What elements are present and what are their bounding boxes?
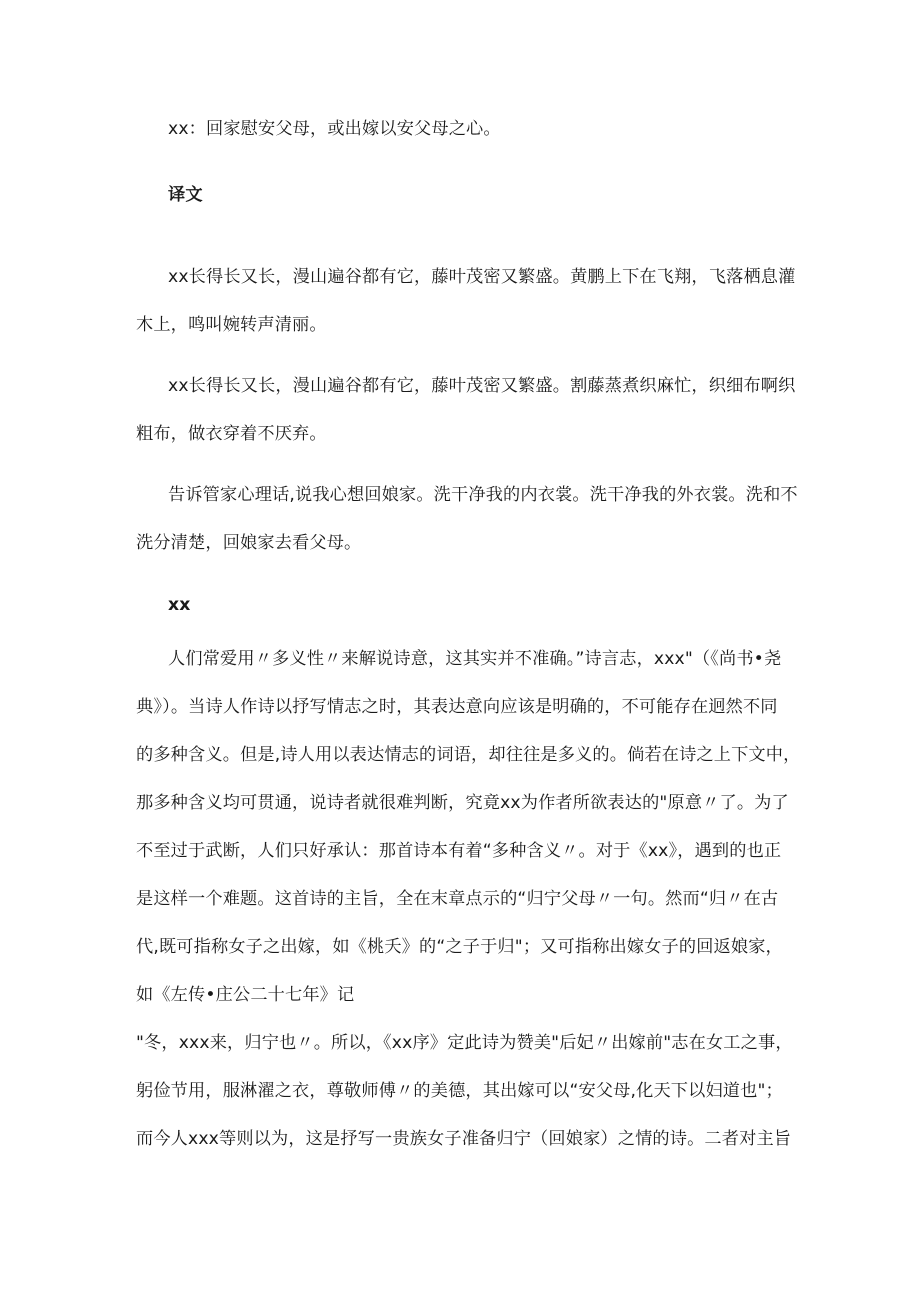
paragraph-analysis-line-10: 躬俭节用，服淋濯之衣，尊敬师傅〃的美德，其出嫁可以“安父母,化天下以妇道也"；: [136, 1081, 783, 1101]
paragraph-analysis-line-6: 是这样一个难题。这首诗的主旨，全在末章点示的“归宁父母〃一句。然而“归〃在古: [136, 889, 779, 909]
paragraph-analysis-line-11: 而今人xxx等则以为，这是抒写一贵族女子准备归宁（回娘家）之情的诗。二者对主旨: [136, 1129, 792, 1149]
paragraph-translation-1-line-1: xx长得长又长，漫山遍谷都有它，藤叶茂密又繁盛。黄鹏上下在飞翔，飞落栖息灌: [168, 267, 796, 287]
paragraph-note-line-1: xx：回家慰安父母，或出嫁以安父母之心。: [168, 119, 501, 139]
paragraph-translation-3-line-1: 告诉管家心理话,说我心想回娘家。洗干净我的内衣裳。洗干净我的外衣裳。洗和不: [168, 485, 798, 505]
paragraph-translation-2-line-2: 粗布，做衣穿着不厌弃。: [136, 424, 327, 444]
paragraph-analysis-line-8: 如《左传•庄公二十七年》记: [136, 985, 355, 1005]
paragraph-analysis-line-5: 不至过于武断，人们只好承认：那首诗本有着“多种含义〃。对于《xx》，遇到的也正: [136, 841, 782, 861]
paragraph-translation-2-line-1: xx长得长又长，漫山遍谷都有它，藤叶茂密又繁盛。割藤蒸煮织麻忙，织细布啊织: [168, 376, 796, 396]
paragraph-analysis-line-4: 那多种含义均可贯通，说诗者就很难判断，究竟xx为作者所欲表达的"原意〃了。为了: [136, 793, 789, 813]
paragraph-analysis-line-1: 人们常爱用〃多义性〃来解说诗意，这其实并不准确。”诗言志，xxx"（《尚书•尧: [168, 649, 782, 669]
paragraph-translation-1-line-2: 木上，鸣叫婉转声清丽。: [136, 315, 327, 335]
paragraph-analysis-line-3: 的多种含义。但是,诗人用以表达情志的词语，却往往是多义的。倘若在诗之上下文中，: [136, 745, 801, 765]
section-heading-xx: xx: [168, 595, 191, 615]
paragraph-analysis-line-2: 典》）。当诗人作诗以抒写情志之时，其表达意向应该是明确的，不可能存在迥然不同: [136, 697, 778, 717]
section-heading-translation: 译文: [168, 185, 203, 205]
paragraph-translation-3-line-2: 洗分清楚，回娘家去看父母。: [136, 533, 362, 553]
paragraph-analysis-line-9: "冬，xxx来，归宁也〃。所以，《xx序》定此诗为赞美"后妃〃出嫁前"志在女工之事，: [136, 1033, 793, 1053]
paragraph-analysis-line-7: 代,既可指称女子之出嫁，如《桃夭》的“之子于归"；又可指称出嫁女子的回返娘家，: [136, 937, 783, 957]
